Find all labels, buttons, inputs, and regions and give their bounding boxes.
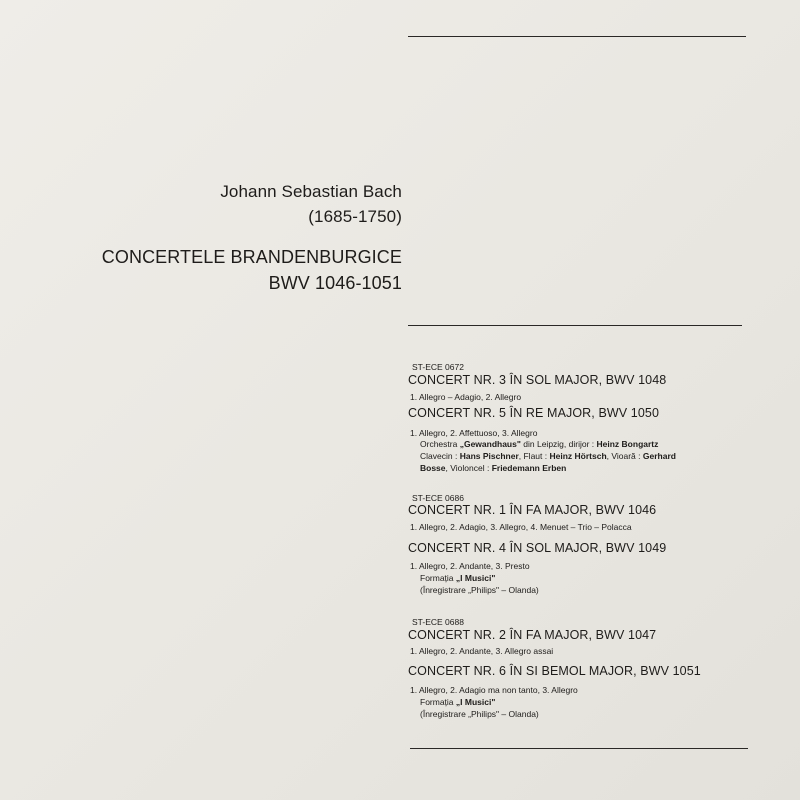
recording-credit: (Înregistrare „Philips" – Olanda)	[420, 709, 539, 719]
top-divider	[408, 36, 746, 37]
orchestra-credit: Orchestra „Gewandhaus" din Leipzig, dirijor : Heinz Bongartz	[420, 439, 659, 449]
ensemble-credit: Formația „I Musici"	[420, 573, 496, 583]
concert-title: CONCERT NR. 3 ÎN SOL MAJOR, BWV 1048	[408, 373, 667, 387]
record-catalog-number: ST-ECE 0672	[412, 362, 464, 372]
soloists-credit-cont: Bosse, Violoncel : Friedemann Erben	[420, 463, 567, 473]
concert-movements: 1. Allegro, 2. Affettuoso, 3. Allegro	[410, 428, 538, 438]
concert-movements: 1. Allegro, 2. Adagio, 3. Allegro, 4. Menuet – Trio – Polacca	[410, 522, 632, 532]
concert-title: CONCERT NR. 4 ÎN SOL MAJOR, BWV 1049	[408, 541, 667, 555]
ensemble-credit: Formația „I Musici"	[420, 697, 496, 707]
concert-movements: 1. Allegro, 2. Andante, 3. Allegro assai	[410, 646, 554, 656]
composer-years: (1685-1750)	[308, 207, 402, 226]
concert-title: CONCERT NR. 5 ÎN RE MAJOR, BWV 1050	[408, 406, 660, 420]
concert-movements: 1. Allegro – Adagio, 2. Allegro	[410, 392, 522, 402]
middle-divider	[408, 325, 742, 326]
composer-name: Johann Sebastian Bach	[220, 182, 402, 201]
concert-movements: 1. Allegro, 2. Adagio ma non tanto, 3. Allegro	[410, 685, 578, 695]
work-title: CONCERTELE BRANDENBURGICE	[101, 247, 402, 267]
concert-title: CONCERT NR. 2 ÎN FA MAJOR, BWV 1047	[408, 628, 657, 642]
catalog-range: BWV 1046-1051	[268, 273, 402, 293]
concert-title: CONCERT NR. 1 ÎN FA MAJOR, BWV 1046	[408, 503, 657, 517]
recording-credit: (Înregistrare „Philips" – Olanda)	[420, 585, 539, 595]
soloists-credit: Clavecin : Hans Pischner, Flaut : Heinz Hörtsch, Vioară : Gerhard	[420, 451, 676, 461]
concert-title: CONCERT NR. 6 ÎN SI BEMOL MAJOR, BWV 1051	[408, 664, 701, 678]
bottom-divider	[410, 748, 748, 749]
record-catalog-number: ST-ECE 0686	[412, 493, 464, 503]
record-catalog-number: ST-ECE 0688	[412, 617, 464, 627]
concert-movements: 1. Allegro, 2. Andante, 3. Presto	[410, 561, 530, 571]
